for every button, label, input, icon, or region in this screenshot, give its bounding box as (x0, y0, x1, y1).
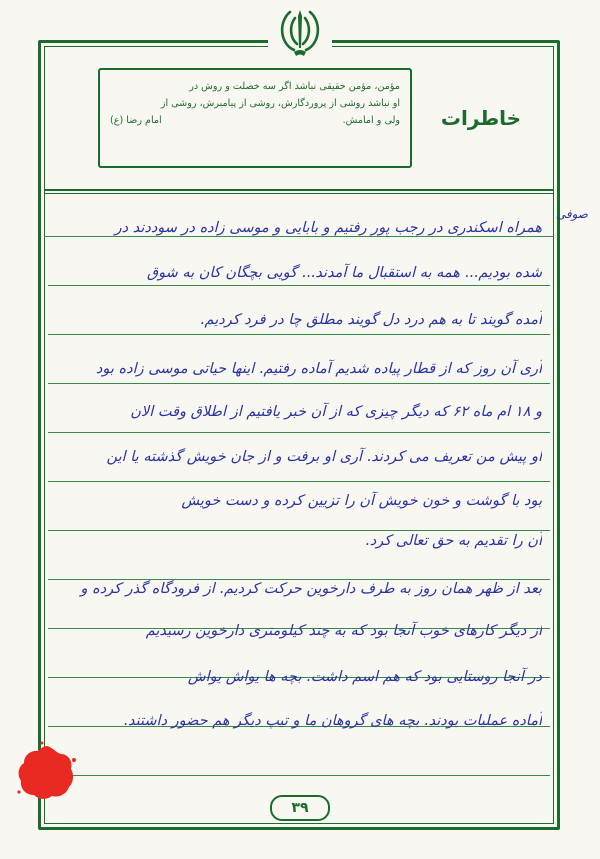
page-number: ۳۹ (270, 795, 330, 821)
handwriting-line: و ۱۸ ام ماه ۶۲ که دیگر چیزی که از آن خبر یافتیم از اطلاق وقت الان (130, 404, 542, 420)
ruled-line (48, 775, 550, 776)
handwriting-line: بعد از ظهر همان روز به طرف دارخوین حرکت کردیم. از فرودگاه گذر کرده و (80, 581, 542, 597)
ink-blot-icon (14, 740, 78, 804)
handwriting-line: آماده عملیات بودند. بچه های گروهان ما و تیپ دیگر هم حضور داشتند. (123, 713, 542, 729)
handwriting-line: او پیش من تعریف می کردند. آری او برفت و از جان خویش گذشته یا این (106, 449, 542, 465)
handwriting-line: آن را تقدیم به حق تعالی کرد. (365, 533, 542, 549)
hadith-quote-box (98, 68, 412, 168)
handwriting-line: همراه اسکندری در رجب پور رفتیم و بابایی و موسی زاده در سوددند در (114, 220, 542, 236)
quote-line-3 (110, 112, 400, 129)
quote-line-1: مؤمن، مؤمن حقیقی نباشد اگر سه خصلت و روش در (189, 81, 400, 92)
quote-text-end: ولی و امامش. (342, 115, 400, 126)
handwriting-line: در آنجا روستایی بود که هم اسم داشت. بچه ها یواش یواش (187, 669, 542, 685)
handwriting-line: شده بودیم... همه به استقبال ما آمدند... گویی بچگان کان به شوق (146, 265, 542, 281)
iran-emblem-icon (268, 4, 332, 60)
ruled-line (48, 481, 550, 482)
handwriting-line: از دیگر کارهای خوب آنجا بود که به چند کیلومتری دارخوین رسیدیم (145, 623, 542, 639)
quote-source: امام رضا (ع) (110, 115, 162, 126)
handwriting-line: بود با گوشت و خون خویش آن را تزیین کرده و دست خویش (181, 493, 542, 509)
quote-line-2: او نباشد روشی از پروردگارش، روشی از پیامبرش، روشی از (160, 98, 400, 109)
ruled-line (48, 432, 550, 433)
header-separator (44, 189, 554, 194)
section-title: خاطرات (440, 106, 522, 130)
margin-note: صوفی (555, 207, 588, 221)
handwriting-line: آری آن روز که از قطار پیاده شدیم آماده رفتیم. اینها حیاتی موسی زاده بود (95, 361, 542, 377)
handwriting-line: آمده گویند تا به هم درد دل گویند مطلق چا در فرد کردیم. (199, 312, 542, 328)
